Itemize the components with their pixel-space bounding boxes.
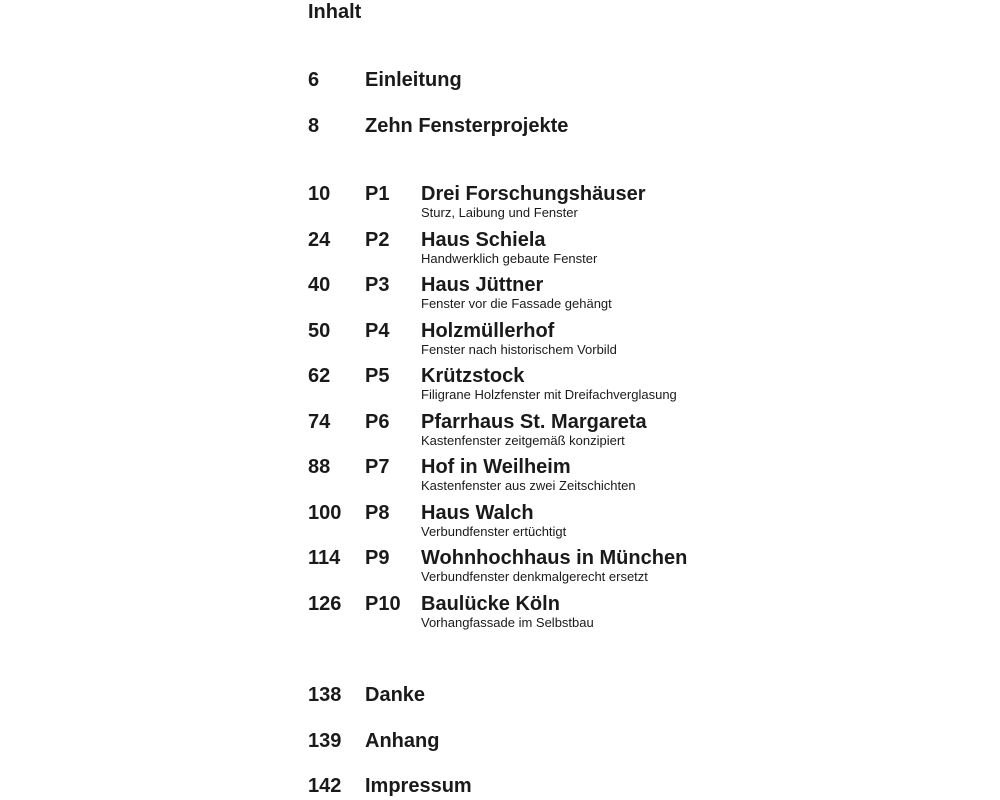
entry-label: Zehn Fensterprojekte — [365, 115, 569, 137]
toc-project-p10[interactable] — [308, 592, 868, 634]
toc-entry-anhang[interactable] — [308, 729, 868, 759]
project-title: Baulücke Köln — [421, 593, 560, 615]
project-title: Haus Jüttner — [421, 274, 544, 296]
project-title: Pfarrhaus St. Margareta — [421, 411, 647, 433]
project-subtitle: Sturz, Laibung und Fenster — [421, 205, 578, 220]
toc-entry-danke[interactable] — [308, 683, 868, 713]
toc-project-p8[interactable] — [308, 501, 868, 543]
page-number: 24 — [308, 229, 331, 251]
entry-label: Impressum — [365, 775, 472, 797]
project-code: P3 — [365, 274, 390, 296]
project-code: P6 — [365, 411, 390, 433]
toc-entry-einleitung[interactable] — [308, 68, 868, 98]
page-number: 114 — [308, 547, 341, 569]
page-number: 74 — [308, 411, 331, 433]
toc-entry-zehn-fensterprojekte[interactable] — [308, 114, 868, 144]
project-subtitle: Kastenfenster aus zwei Zeitschichten — [421, 478, 636, 493]
entry-label: Einleitung — [365, 69, 462, 91]
entry-label: Danke — [365, 684, 426, 706]
entry-label: Anhang — [365, 730, 440, 752]
project-code: P2 — [365, 229, 390, 251]
page-number: 138 — [308, 684, 342, 706]
toc-entry-impressum[interactable] — [308, 774, 868, 800]
page-number: 88 — [308, 456, 331, 478]
toc-project-p7[interactable] — [308, 455, 868, 497]
project-subtitle: Filigrane Holzfenster mit Dreifachverglasung — [421, 387, 677, 402]
page-number: 8 — [308, 115, 320, 137]
project-title: Holzmüllerhof — [421, 320, 555, 342]
project-title: Haus Schiela — [421, 229, 546, 251]
page-number: 10 — [308, 183, 331, 205]
toc-project-p9[interactable] — [308, 546, 868, 588]
project-title: Wohnhochhaus in München — [421, 547, 688, 569]
toc-project-p2[interactable] — [308, 228, 868, 270]
project-title: Drei Forschungshäuser — [421, 183, 646, 205]
toc-project-p5[interactable] — [308, 364, 868, 406]
project-subtitle: Kastenfenster zeitgemäß konzipiert — [421, 433, 625, 448]
project-code: P5 — [365, 365, 390, 387]
project-subtitle: Fenster vor die Fassade gehängt — [421, 296, 612, 311]
project-title: Hof in Weilheim — [421, 456, 571, 478]
page-number: 142 — [308, 775, 342, 797]
project-code: P4 — [365, 320, 390, 342]
project-code: P10 — [365, 593, 401, 615]
toc-project-p4[interactable] — [308, 319, 868, 361]
toc-heading: Inhalt — [308, 1, 362, 23]
toc-project-p1[interactable] — [308, 182, 868, 224]
project-subtitle: Handwerklich gebaute Fenster — [421, 251, 598, 266]
project-code: P7 — [365, 456, 390, 478]
project-code: P8 — [365, 502, 390, 524]
project-title: Haus Walch — [421, 502, 534, 524]
project-subtitle: Verbundfenster denkmalgerecht ersetzt — [421, 569, 648, 584]
project-subtitle: Fenster nach historischem Vorbild — [421, 342, 617, 357]
page-number: 6 — [308, 69, 320, 91]
project-code: P9 — [365, 547, 390, 569]
page-number: 50 — [308, 320, 331, 342]
page-number: 40 — [308, 274, 331, 296]
project-code: P1 — [365, 183, 390, 205]
page-number: 100 — [308, 502, 342, 524]
toc-project-p6[interactable] — [308, 410, 868, 452]
page-number: 126 — [308, 593, 342, 615]
project-subtitle: Verbundfenster ertüchtigt — [421, 524, 567, 539]
page-number: 62 — [308, 365, 331, 387]
project-title: Krützstock — [421, 365, 525, 387]
page-number: 139 — [308, 730, 342, 752]
toc-project-p3[interactable] — [308, 273, 868, 315]
project-subtitle: Vorhangfassade im Selbstbau — [421, 615, 594, 630]
